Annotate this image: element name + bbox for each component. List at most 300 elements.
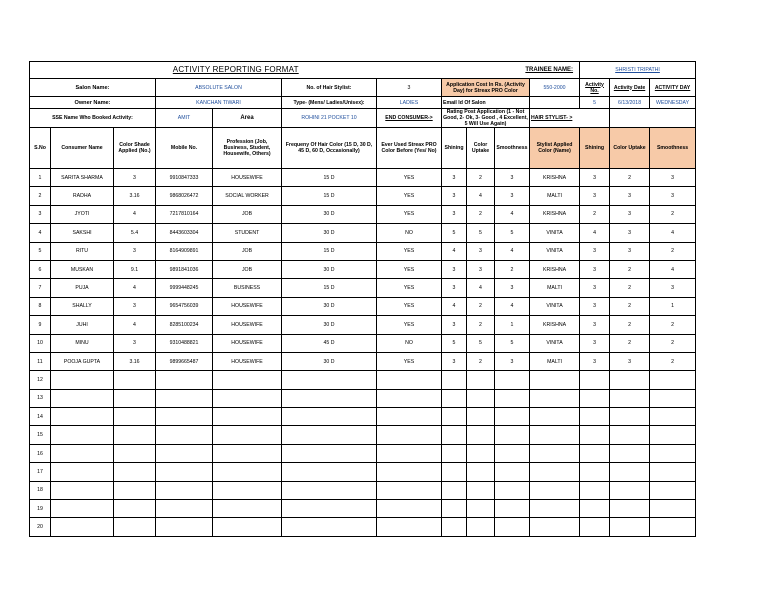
cell-stylist-shining <box>580 463 610 481</box>
col-stylist-applied: Stylist Applied Color (Name) <box>530 128 580 169</box>
cell-smoothness: 4 <box>495 297 530 315</box>
cell-ever-used <box>377 518 442 536</box>
cell-profession <box>213 518 282 536</box>
rating-label: Rating Post Application (1 - Not Good, 2- Ok, 3- Good , 4 Excellent, 5 Will Use Again) <box>443 109 528 127</box>
cell-color-shade <box>114 463 156 481</box>
cell-stylist-shining: 3 <box>580 169 610 187</box>
cell-sno: 14 <box>30 408 51 426</box>
email-value <box>530 97 580 109</box>
title-row <box>30 62 696 79</box>
cell-shining: 3 <box>442 205 467 223</box>
cell-shining: 4 <box>442 297 467 315</box>
cell-color-shade: 3 <box>114 242 156 260</box>
cell-ever-used: NO <box>377 224 442 242</box>
cell-frequency <box>282 500 377 518</box>
cell-mobile <box>156 371 213 389</box>
cell-stylist-name: MALTI <box>530 279 580 297</box>
cell-stylist-name: VINITA <box>530 334 580 352</box>
cell-frequency: 30 D <box>282 260 377 278</box>
col-mobile: Mobile No. <box>156 128 213 169</box>
cell-mobile: 9868026472 <box>156 187 213 205</box>
cell-frequency: 30 D <box>282 297 377 315</box>
cell-stylist-name <box>530 444 580 462</box>
cell-color-shade: 3.16 <box>114 352 156 370</box>
cell-profession <box>213 408 282 426</box>
cell-profession: HOUSEWIFE <box>213 334 282 352</box>
cell-color-uptake <box>467 481 495 499</box>
cell-frequency <box>282 444 377 462</box>
cell-consumer-name: PUJA <box>51 279 114 297</box>
cell-ever-used: YES <box>377 169 442 187</box>
stylist-count: 3 <box>377 79 442 97</box>
trainee-label: TRAINEE NAME: <box>442 62 580 79</box>
cell-consumer-name <box>51 444 114 462</box>
cell-stylist-shining <box>580 408 610 426</box>
cell-stylist-shining: 3 <box>580 187 610 205</box>
col-sno: S.No <box>30 128 51 169</box>
cell-stylist-uptake: 2 <box>610 279 650 297</box>
cell-mobile <box>156 463 213 481</box>
cell-consumer-name <box>51 371 114 389</box>
cell-consumer-name <box>51 389 114 407</box>
cell-color-uptake: 5 <box>467 224 495 242</box>
cell-stylist-name: KRISHNA <box>530 169 580 187</box>
table-row <box>30 426 696 444</box>
cell-consumer-name: SARITA SHARMA <box>51 169 114 187</box>
cell-profession <box>213 371 282 389</box>
cell-stylist-smoothness <box>650 444 696 462</box>
cell-frequency: 30 D <box>282 224 377 242</box>
owner-row <box>30 97 696 109</box>
cell-color-shade: 4 <box>114 205 156 223</box>
type-value: LADIES <box>377 97 442 109</box>
cell-mobile <box>156 426 213 444</box>
cell-frequency: 15 D <box>282 187 377 205</box>
cell-smoothness <box>495 389 530 407</box>
cell-mobile: 7217810164 <box>156 205 213 223</box>
cell-sno: 13 <box>30 389 51 407</box>
cell-smoothness <box>495 518 530 536</box>
cell-stylist-smoothness: 2 <box>650 242 696 260</box>
cell-sno: 8 <box>30 297 51 315</box>
cell-shining <box>442 444 467 462</box>
cell-frequency <box>282 389 377 407</box>
cell-frequency <box>282 518 377 536</box>
cell-smoothness: 4 <box>495 205 530 223</box>
cell-consumer-name <box>51 463 114 481</box>
col-shining: Shining <box>442 128 467 169</box>
cell-stylist-shining: 3 <box>580 316 610 334</box>
cell-color-shade <box>114 371 156 389</box>
cell-stylist-name <box>530 389 580 407</box>
activity-no: 5 <box>580 97 610 109</box>
cell-mobile <box>156 389 213 407</box>
sse-name: AMIT <box>156 109 213 128</box>
cell-frequency: 15 D <box>282 242 377 260</box>
table-row <box>30 408 696 426</box>
cell-stylist-uptake: 2 <box>610 297 650 315</box>
cell-shining <box>442 500 467 518</box>
cell-stylist-smoothness <box>650 463 696 481</box>
table-row <box>30 444 696 462</box>
stylist-count-label: No. of Hair Stylist: <box>282 79 377 97</box>
cell-stylist-uptake: 2 <box>610 260 650 278</box>
cell-stylist-name: MALTI <box>530 352 580 370</box>
cell-stylist-name: VINITA <box>530 297 580 315</box>
col-profession: Profession (Job, Business, Student, Housewife, Others) <box>213 128 282 169</box>
cell-shining: 3 <box>442 279 467 297</box>
cell-ever-used <box>377 371 442 389</box>
cell-smoothness: 2 <box>495 260 530 278</box>
cell-stylist-smoothness: 4 <box>650 224 696 242</box>
cell-stylist-name: VINITA <box>530 242 580 260</box>
cell-frequency <box>282 408 377 426</box>
cell-mobile: 9910847333 <box>156 169 213 187</box>
cell-ever-used: YES <box>377 279 442 297</box>
cell-shining: 3 <box>442 169 467 187</box>
cell-stylist-uptake <box>610 444 650 462</box>
cell-stylist-shining: 3 <box>580 334 610 352</box>
table-row <box>30 316 696 334</box>
cell-mobile: 8164909891 <box>156 242 213 260</box>
cell-shining: 3 <box>442 187 467 205</box>
cell-frequency: 30 D <box>282 352 377 370</box>
cell-frequency: 45 D <box>282 334 377 352</box>
cell-mobile: 9899665487 <box>156 352 213 370</box>
cell-stylist-name <box>530 426 580 444</box>
cell-consumer-name: JYOTI <box>51 205 114 223</box>
cell-stylist-shining <box>580 518 610 536</box>
cell-stylist-uptake: 3 <box>610 352 650 370</box>
cell-stylist-shining <box>580 426 610 444</box>
cell-ever-used <box>377 481 442 499</box>
cell-stylist-shining <box>580 481 610 499</box>
cell-shining: 3 <box>442 260 467 278</box>
cell-stylist-name: KRISHNA <box>530 316 580 334</box>
cell-stylist-smoothness: 2 <box>650 316 696 334</box>
cell-stylist-smoothness <box>650 481 696 499</box>
cell-shining: 5 <box>442 224 467 242</box>
cell-sno: 4 <box>30 224 51 242</box>
cell-sno: 15 <box>30 426 51 444</box>
cell-color-uptake <box>467 371 495 389</box>
cell-ever-used: YES <box>377 187 442 205</box>
sse-label: SSE Name Who Booked Activity: <box>30 109 156 128</box>
cell-smoothness <box>495 444 530 462</box>
cell-stylist-name <box>530 500 580 518</box>
cell-stylist-smoothness: 4 <box>650 260 696 278</box>
cell-ever-used: YES <box>377 242 442 260</box>
cell-color-uptake <box>467 518 495 536</box>
cell-smoothness <box>495 371 530 389</box>
salon-row <box>30 79 696 97</box>
table-row <box>30 279 696 297</box>
cell-color-shade: 5.4 <box>114 224 156 242</box>
cell-stylist-shining <box>580 371 610 389</box>
cell-stylist-smoothness <box>650 518 696 536</box>
cell-frequency <box>282 463 377 481</box>
cell-stylist-uptake: 3 <box>610 224 650 242</box>
cell-ever-used <box>377 463 442 481</box>
col-frequency: Frequeny Of Hair Color (15 D, 30 D, 45 D, 60 D, Occasionally) <box>282 128 377 169</box>
cell-smoothness <box>495 481 530 499</box>
hair-stylist-label: HAIR STYLIST- > <box>530 109 610 128</box>
col-ever-used: Ever Used Streax PRO Color Before (Yes/ No) <box>377 128 442 169</box>
table-row <box>30 187 696 205</box>
cell-profession <box>213 481 282 499</box>
cell-stylist-shining: 3 <box>580 297 610 315</box>
cell-color-uptake: 3 <box>467 260 495 278</box>
cell-color-shade: 3 <box>114 169 156 187</box>
cell-profession <box>213 389 282 407</box>
cell-stylist-uptake <box>610 518 650 536</box>
cell-color-shade <box>114 518 156 536</box>
cell-stylist-uptake: 2 <box>610 316 650 334</box>
cell-profession: HOUSEWIFE <box>213 297 282 315</box>
cell-mobile <box>156 481 213 499</box>
cell-color-uptake: 2 <box>467 169 495 187</box>
cell-color-shade: 4 <box>114 316 156 334</box>
col-uptake: Color Uptake <box>467 128 495 169</box>
activity-report-sheet <box>29 61 695 537</box>
cell-smoothness <box>495 426 530 444</box>
table-row <box>30 205 696 223</box>
cell-consumer-name <box>51 500 114 518</box>
cell-consumer-name: JUHI <box>51 316 114 334</box>
cell-color-shade <box>114 426 156 444</box>
table-row <box>30 352 696 370</box>
table-row <box>30 297 696 315</box>
cell-stylist-shining: 3 <box>580 260 610 278</box>
cell-smoothness: 1 <box>495 316 530 334</box>
cell-color-uptake: 3 <box>467 242 495 260</box>
cell-shining <box>442 408 467 426</box>
cell-shining <box>442 481 467 499</box>
cell-stylist-shining <box>580 500 610 518</box>
cell-shining: 3 <box>442 352 467 370</box>
cell-shining: 4 <box>442 242 467 260</box>
cell-mobile: 9654756039 <box>156 297 213 315</box>
col-shade: Color Shade Applied (No.) <box>114 128 156 169</box>
cell-profession: HOUSEWIFE <box>213 169 282 187</box>
salon-name: ABSOLUTE SALON <box>156 79 282 97</box>
cell-sno: 17 <box>30 463 51 481</box>
type-label: Type- (Mens/ Ladies/Unisex): <box>282 97 377 109</box>
trainee-name: SHRISTI TRIPATHI <box>580 62 696 79</box>
cell-stylist-name <box>530 408 580 426</box>
cell-profession: JOB <box>213 205 282 223</box>
cell-stylist-uptake: 2 <box>610 169 650 187</box>
activity-day: WEDNESDAY <box>650 97 696 109</box>
cell-smoothness: 3 <box>495 279 530 297</box>
cell-sno: 20 <box>30 518 51 536</box>
cell-consumer-name <box>51 518 114 536</box>
cell-color-shade <box>114 389 156 407</box>
cell-stylist-name: KRISHNA <box>530 205 580 223</box>
cell-stylist-uptake: 3 <box>610 242 650 260</box>
cell-smoothness <box>495 500 530 518</box>
report-table <box>29 61 696 537</box>
cell-shining <box>442 426 467 444</box>
cell-sno: 6 <box>30 260 51 278</box>
cell-stylist-smoothness: 3 <box>650 279 696 297</box>
area-label: Area <box>213 109 282 128</box>
cell-stylist-uptake <box>610 426 650 444</box>
cell-stylist-name <box>530 371 580 389</box>
cell-frequency: 15 D <box>282 279 377 297</box>
cell-color-shade: 4 <box>114 279 156 297</box>
cell-stylist-name <box>530 481 580 499</box>
cell-ever-used: YES <box>377 352 442 370</box>
cell-sno: 2 <box>30 187 51 205</box>
cell-color-shade: 3 <box>114 297 156 315</box>
cell-color-uptake: 5 <box>467 334 495 352</box>
activity-date: 6/13/2018 <box>610 97 650 109</box>
cell-consumer-name: MINU <box>51 334 114 352</box>
cell-smoothness: 3 <box>495 352 530 370</box>
table-row <box>30 224 696 242</box>
table-row <box>30 371 696 389</box>
cell-stylist-shining <box>580 389 610 407</box>
cell-stylist-uptake: 3 <box>610 187 650 205</box>
cell-frequency <box>282 481 377 499</box>
app-cost-label: Application Cost In Rs. (Activity Day) for Streax PRO Color <box>442 79 530 97</box>
cell-mobile <box>156 444 213 462</box>
cell-shining <box>442 371 467 389</box>
cell-stylist-shining: 4 <box>580 224 610 242</box>
cell-stylist-smoothness: 1 <box>650 297 696 315</box>
cell-stylist-uptake <box>610 481 650 499</box>
cell-stylist-shining: 2 <box>580 205 610 223</box>
cell-stylist-uptake: 3 <box>610 205 650 223</box>
cell-stylist-shining: 3 <box>580 279 610 297</box>
cell-consumer-name: SAKSHI <box>51 224 114 242</box>
cell-ever-used <box>377 389 442 407</box>
cell-stylist-uptake <box>610 500 650 518</box>
cell-mobile: 8443603304 <box>156 224 213 242</box>
cell-stylist-name: VINITA <box>530 224 580 242</box>
cell-profession <box>213 463 282 481</box>
cell-ever-used: YES <box>377 316 442 334</box>
owner-name: KANCHAN TIWARI <box>156 97 282 109</box>
cell-stylist-shining <box>580 444 610 462</box>
cell-sno: 11 <box>30 352 51 370</box>
col-stylist-uptake: Color Uptake <box>610 128 650 169</box>
cell-profession: JOB <box>213 260 282 278</box>
cell-sno: 16 <box>30 444 51 462</box>
cell-smoothness <box>495 463 530 481</box>
cell-sno: 3 <box>30 205 51 223</box>
cell-consumer-name <box>51 481 114 499</box>
cell-profession: STUDENT <box>213 224 282 242</box>
app-cost: 550-2000 <box>530 79 580 97</box>
owner-label: Owner Name: <box>30 97 156 109</box>
cell-profession <box>213 426 282 444</box>
col-smoothness: Smoothness <box>495 128 530 169</box>
cell-mobile: 9310488821 <box>156 334 213 352</box>
cell-frequency <box>282 371 377 389</box>
cell-smoothness: 3 <box>495 187 530 205</box>
cell-shining <box>442 389 467 407</box>
cell-profession: SOCIAL WORKER <box>213 187 282 205</box>
cell-consumer-name <box>51 426 114 444</box>
cell-stylist-name: KRISHNA <box>530 260 580 278</box>
cell-profession: BUSINESS <box>213 279 282 297</box>
cell-consumer-name: RITU <box>51 242 114 260</box>
cell-stylist-smoothness: 2 <box>650 205 696 223</box>
cell-stylist-uptake <box>610 408 650 426</box>
col-consumer: Consumer Name <box>51 128 114 169</box>
column-header-row <box>30 128 696 169</box>
col-stylist-shining: Shining <box>580 128 610 169</box>
table-row <box>30 500 696 518</box>
cell-profession <box>213 500 282 518</box>
cell-sno: 19 <box>30 500 51 518</box>
cell-color-uptake: 2 <box>467 316 495 334</box>
cell-color-shade <box>114 444 156 462</box>
cell-consumer-name: RADHA <box>51 187 114 205</box>
cell-stylist-name <box>530 463 580 481</box>
cell-stylist-smoothness <box>650 389 696 407</box>
table-row <box>30 463 696 481</box>
cell-stylist-smoothness <box>650 371 696 389</box>
cell-profession <box>213 444 282 462</box>
cell-stylist-smoothness <box>650 500 696 518</box>
cell-smoothness: 4 <box>495 242 530 260</box>
cell-color-uptake: 4 <box>467 279 495 297</box>
cell-sno: 12 <box>30 371 51 389</box>
cell-smoothness: 3 <box>495 169 530 187</box>
cell-stylist-name <box>530 518 580 536</box>
cell-stylist-shining: 3 <box>580 242 610 260</box>
cell-shining: 5 <box>442 334 467 352</box>
cell-mobile <box>156 408 213 426</box>
cell-stylist-uptake <box>610 389 650 407</box>
cell-smoothness <box>495 408 530 426</box>
cell-mobile <box>156 518 213 536</box>
cell-stylist-smoothness: 3 <box>650 169 696 187</box>
activity-day-label: ACTIVITY DAY <box>650 79 696 97</box>
cell-stylist-name: MALTI <box>530 187 580 205</box>
cell-color-uptake: 4 <box>467 187 495 205</box>
cell-ever-used: YES <box>377 260 442 278</box>
table-row <box>30 389 696 407</box>
cell-sno: 18 <box>30 481 51 499</box>
cell-color-uptake <box>467 463 495 481</box>
cell-sno: 1 <box>30 169 51 187</box>
cell-color-shade: 9.1 <box>114 260 156 278</box>
cell-ever-used: NO <box>377 334 442 352</box>
report-title: ACTIVITY REPORTING FORMAT <box>30 62 442 79</box>
cell-color-uptake: 2 <box>467 352 495 370</box>
cell-color-uptake <box>467 389 495 407</box>
end-consumer-label: END CONSUMER-> <box>377 109 442 128</box>
cell-stylist-uptake <box>610 371 650 389</box>
cell-color-uptake <box>467 500 495 518</box>
cell-shining <box>442 518 467 536</box>
cell-shining: 3 <box>442 316 467 334</box>
cell-consumer-name: MUSKAN <box>51 260 114 278</box>
cell-mobile: 8285100234 <box>156 316 213 334</box>
cell-mobile <box>156 500 213 518</box>
cell-frequency: 15 D <box>282 169 377 187</box>
cell-stylist-smoothness: 3 <box>650 187 696 205</box>
cell-stylist-smoothness: 2 <box>650 334 696 352</box>
table-row <box>30 334 696 352</box>
cell-ever-used: YES <box>377 205 442 223</box>
cell-sno: 5 <box>30 242 51 260</box>
col-stylist-smoothness: Smoothness <box>650 128 696 169</box>
